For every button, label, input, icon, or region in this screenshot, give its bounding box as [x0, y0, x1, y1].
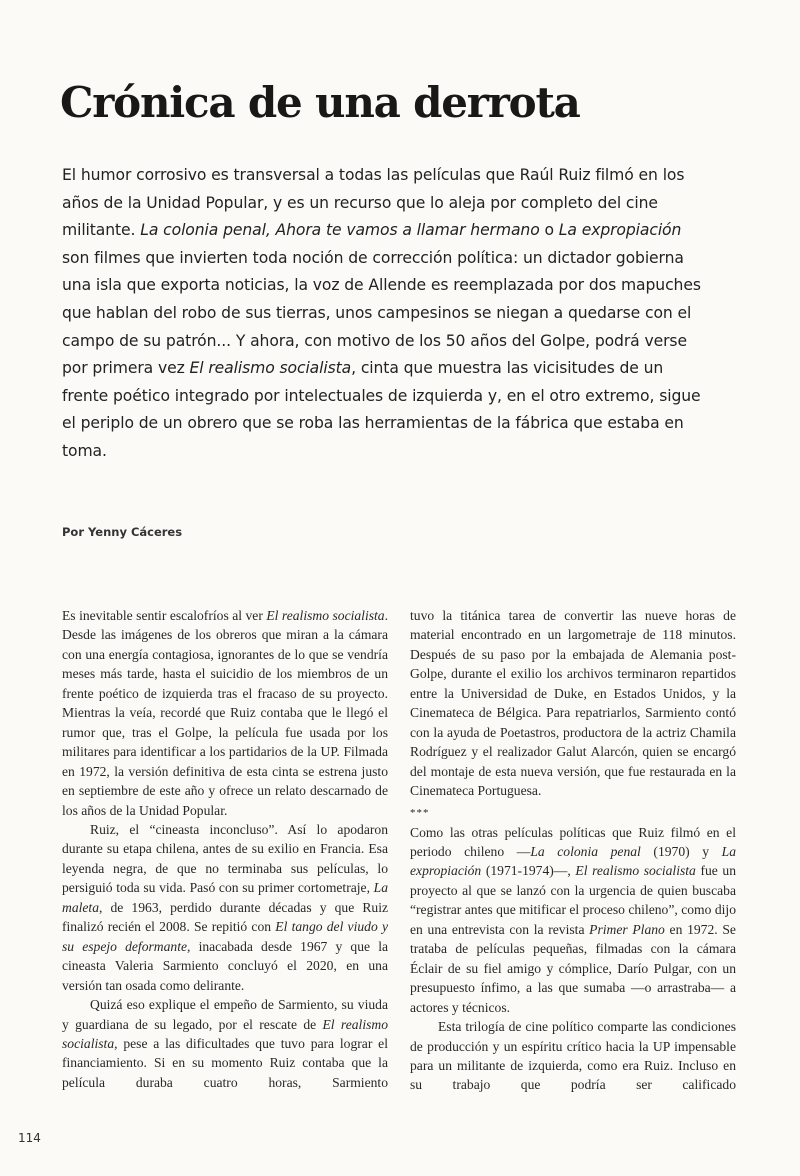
italic-title-text: Primer Plano	[589, 921, 665, 937]
body-paragraph	[62, 606, 388, 820]
text-run: tuvo la titánica tarea de convertir las nueve horas de material encontrado en un largometraje de 118 minutos. Después de su paso por la embajada de Alemania post-Golpe, durante el exilio los archivos terminaron repartidos entre la Universidad de Duke, en Estados Unidos, y la Cinemateca de Bélgica. Para repatriarlos, Sarmiento contó con la ayuda de Poetastros, productora de la actriz Chamila Rodríguez y el realizador Galut Alarcón, quien se encargó del montaje de esta nueva versión, que fue restaurada en la Cinemateca Portuguesa.	[410, 608, 736, 799]
text-run: ***	[410, 806, 430, 819]
text-run: , inacabada desde 1967 y que la cineasta Valeria Sarmiento concluyó el 2020, en una versión tan osada como delirante.	[62, 938, 389, 993]
italic-title-text: La colonia penal, Ahora te vamos a llamar hermano	[140, 221, 540, 240]
text-run: fue un proyecto al que se lanzó con la urgencia de quien buscaba “registrar antes que mitificar el proceso chileno”, como dijo en una entrevista con la revista	[410, 863, 737, 937]
text-run: , de 1963, perdido durante décadas y que Ruiz finalizó recién el 2008. Se repitió con	[62, 899, 388, 935]
article-title: Crónica de una derrota	[60, 78, 580, 127]
body-paragraph	[62, 820, 388, 995]
italic-title-text: El realismo socialista	[62, 1016, 388, 1051]
italic-title-text: El realismo socialista	[266, 608, 385, 623]
article-lead	[62, 162, 702, 466]
text-run: . Desde las imágenes de los obreros que miran a la cámara con una energía contagiosa, ignorantes de lo que se vendría meses más tarde, hasta el suicidio de los miembros de un frente poético de izquierda tras el fracaso de su proyecto. Mientras la veía, recordé que Ruiz contaba que le llegó el rumor que, tras el Golpe, la película fue usada por los militares para identificar a los partidarios de la UP. Filmada en 1972, la versión definitiva de esta cinta se estrena justo en septiembre de este año y ofrece un relato descarnado de los años de la Unidad Popular.	[62, 608, 388, 818]
text-run: en 1972. Se trataba de películas pequeñas, filmadas con la cámara Éclair de su fiel amigo y cómplice, Darío Pulgar, con un presupuesto ínfimo, a las que sumaba —o arrastraba— a actores y técnicos.	[410, 921, 736, 1015]
italic-title-text: El tango del viudo y su espejo deformante	[62, 919, 388, 954]
italic-title-text: La maleta	[62, 880, 388, 915]
body-column-left	[62, 606, 388, 1092]
italic-title-text: La expropiación	[558, 221, 682, 240]
text-run: son filmes que invierten toda noción de corrección política: un dictador gobierna una isla que exporta noticias, la voz de Allende es reemplazada por dos mapuches que hablan del robo de sus tierras, unos campesinos se niegan a quedarse con el campo de su patrón... Y ahora, con motivo de los 50 años del Golpe, podrá verse por primera vez	[62, 248, 701, 378]
text-run: Como las otras películas políticas que Ruiz filmó en el periodo chileno —	[410, 824, 736, 859]
text-run: o	[539, 221, 559, 240]
text-run: Ruiz, el “cineasta inconcluso”. Así lo apodaron durante su etapa chilena, antes de su exilio en Francia. Esa leyenda negra, de que no terminaba sus películas, lo persiguió toda su vida. Pasó con su primer cortometraje,	[62, 821, 388, 896]
body-column-right	[410, 606, 736, 1095]
text-run: , pese a las dificultades que tuvo para lograr el financiamiento. Si en su momento Ruiz contaba que la película duraba cuatro horas, Sarmiento	[62, 1035, 388, 1090]
italic-title-text: La expropiación	[410, 843, 736, 879]
body-paragraph	[410, 606, 736, 801]
page-number: 114	[18, 1131, 41, 1145]
text-run: (1971-1974)—,	[481, 863, 576, 879]
body-paragraph	[62, 995, 388, 1092]
text-run: , cinta que muestra las vicisitudes de un frente poético integrado por intelectuales de izquierda y, en el otro extremo, sigue el periplo de un obrero que se roba las herramientas de la fábrica que estaba en toma.	[62, 359, 701, 460]
italic-title-text: La colonia penal	[530, 843, 641, 859]
text-run: Quizá eso explique el empeño de Sarmiento, su viuda y guardiana de su legado, por el rescate de	[62, 997, 388, 1032]
text-run: (1970) y	[640, 843, 722, 859]
byline: Por Yenny Cáceres	[62, 525, 183, 539]
body-paragraph	[410, 1017, 736, 1095]
italic-title-text: El realismo socialista	[575, 863, 696, 879]
text-run: Es inevitable sentir escalofríos al ver	[62, 608, 267, 623]
text-run: Esta trilogía de cine político comparte las condiciones de producción y un espíritu crítico hacia la UP impensable para un militante de izquierda, como era Ruiz. Incluso en su trabajo que podría ser calificado	[410, 1019, 736, 1093]
text-run: El humor corrosivo es transversal a todas las películas que Raúl Ruiz filmó en los años de la Unidad Popular, y es un recurso que lo aleja por completo del cine militante.	[62, 166, 685, 240]
section-separator	[410, 801, 736, 823]
italic-title-text: El realismo socialista	[189, 359, 352, 378]
body-paragraph	[410, 823, 736, 1018]
